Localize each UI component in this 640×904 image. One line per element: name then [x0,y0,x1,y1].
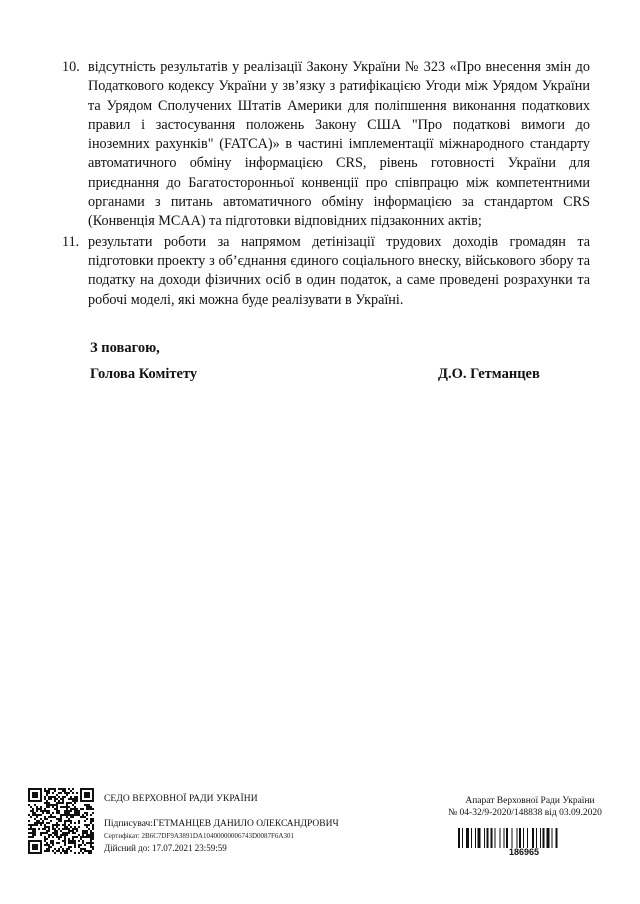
registration-number: № 04-32/9-2020/148838 від 03.09.2020 [448,808,602,818]
barcode-bar [527,828,528,848]
barcode-bar [523,828,524,848]
barcode-bar [536,828,537,848]
barcode-bar [475,828,476,848]
item-text: відсутність результатів у реалізації Закону України № 323 «Про внесення змін до Податкового кодексу України у зв’язку з ратифікацією Угоди між Урядом України та Урядом Сполучених Штатів Америки для поліпшення виконання податкових правил і застосування положень Закону США "Про податкові вимоги до іноземних рахунків" (FATCA)» в частині імплементації міжнародного стандарту автоматичного обміну інформацією CRS, рівень готовності України для приєднання до Багатосторонньої конвенції про співпрацю між компетентними органами з питань автоматичного обміну інформацією за стандартом CRS (Конвенція MCAA) та підготовки відповідних підзаконних актів; [88,59,590,230]
barcode-bar [462,828,463,848]
barcode-bar [519,828,521,848]
esign-valid-until: Дійсний до: 17.07.2021 23:59:59 [104,843,227,853]
barcode-bar [506,828,508,848]
barcode-bar [478,828,481,848]
barcode-icon [458,828,590,848]
numbered-list [62,58,590,310]
barcode-number: 186965 [508,847,540,857]
barcode-bar [540,828,541,848]
barcode-bar [491,828,493,848]
esign-system: СЕДО ВЕРХОВНОЇ РАДИ УКРАЇНИ [104,794,258,804]
signatory-role: Голова Комітету [90,366,198,382]
barcode-bar [546,828,549,848]
barcode-bar [466,828,469,848]
item-number: 11. [62,233,80,250]
closing-greeting: З повагою, [90,340,160,356]
electronic-signature-block [104,794,339,853]
item-number: 10. [62,59,80,75]
qr-modules [28,788,94,854]
barcode-bar [487,828,489,848]
document-footer [0,780,640,904]
barcode-bar [511,828,512,848]
barcode-bar [500,828,501,848]
registration-stamp [450,796,610,818]
registration-organization: Апарат Верховної Ради України [465,796,595,806]
item-text: результати роботи за напрямом детінізації трудових доходів громадян та підготовки проекту з об’єднання єдиного соціального внеску, військового збору та податку на доходи фізичних осіб в один податок, а саме проведені розрахунки та робочі моделі, які можна буде реалізувати в Україні. [88,233,590,308]
barcode-bar [556,828,558,848]
esign-signer: Підписувач:ГЕТМАНЦЕВ ДАНИЛО ОЛЕКСАНДРОВИЧ [104,819,339,829]
signatory-name: Д.О. Гетманцев [438,366,540,382]
barcode-bar [484,828,485,848]
barcode-bar [532,828,534,848]
barcode-bar [517,828,518,848]
barcode-bar [543,828,545,848]
qr-code-icon [28,788,94,854]
esign-certificate: Сертифікат: 2B6C7DF9A3891DA10400000006743D0087F6A301 [104,832,294,840]
barcode-bar [552,828,553,848]
list-item-11 [62,233,590,310]
barcode-bar [504,828,505,848]
barcode-bar [458,828,460,848]
barcode-bar [494,828,495,848]
list-item-10 [62,58,590,232]
barcode-bar [471,828,472,848]
